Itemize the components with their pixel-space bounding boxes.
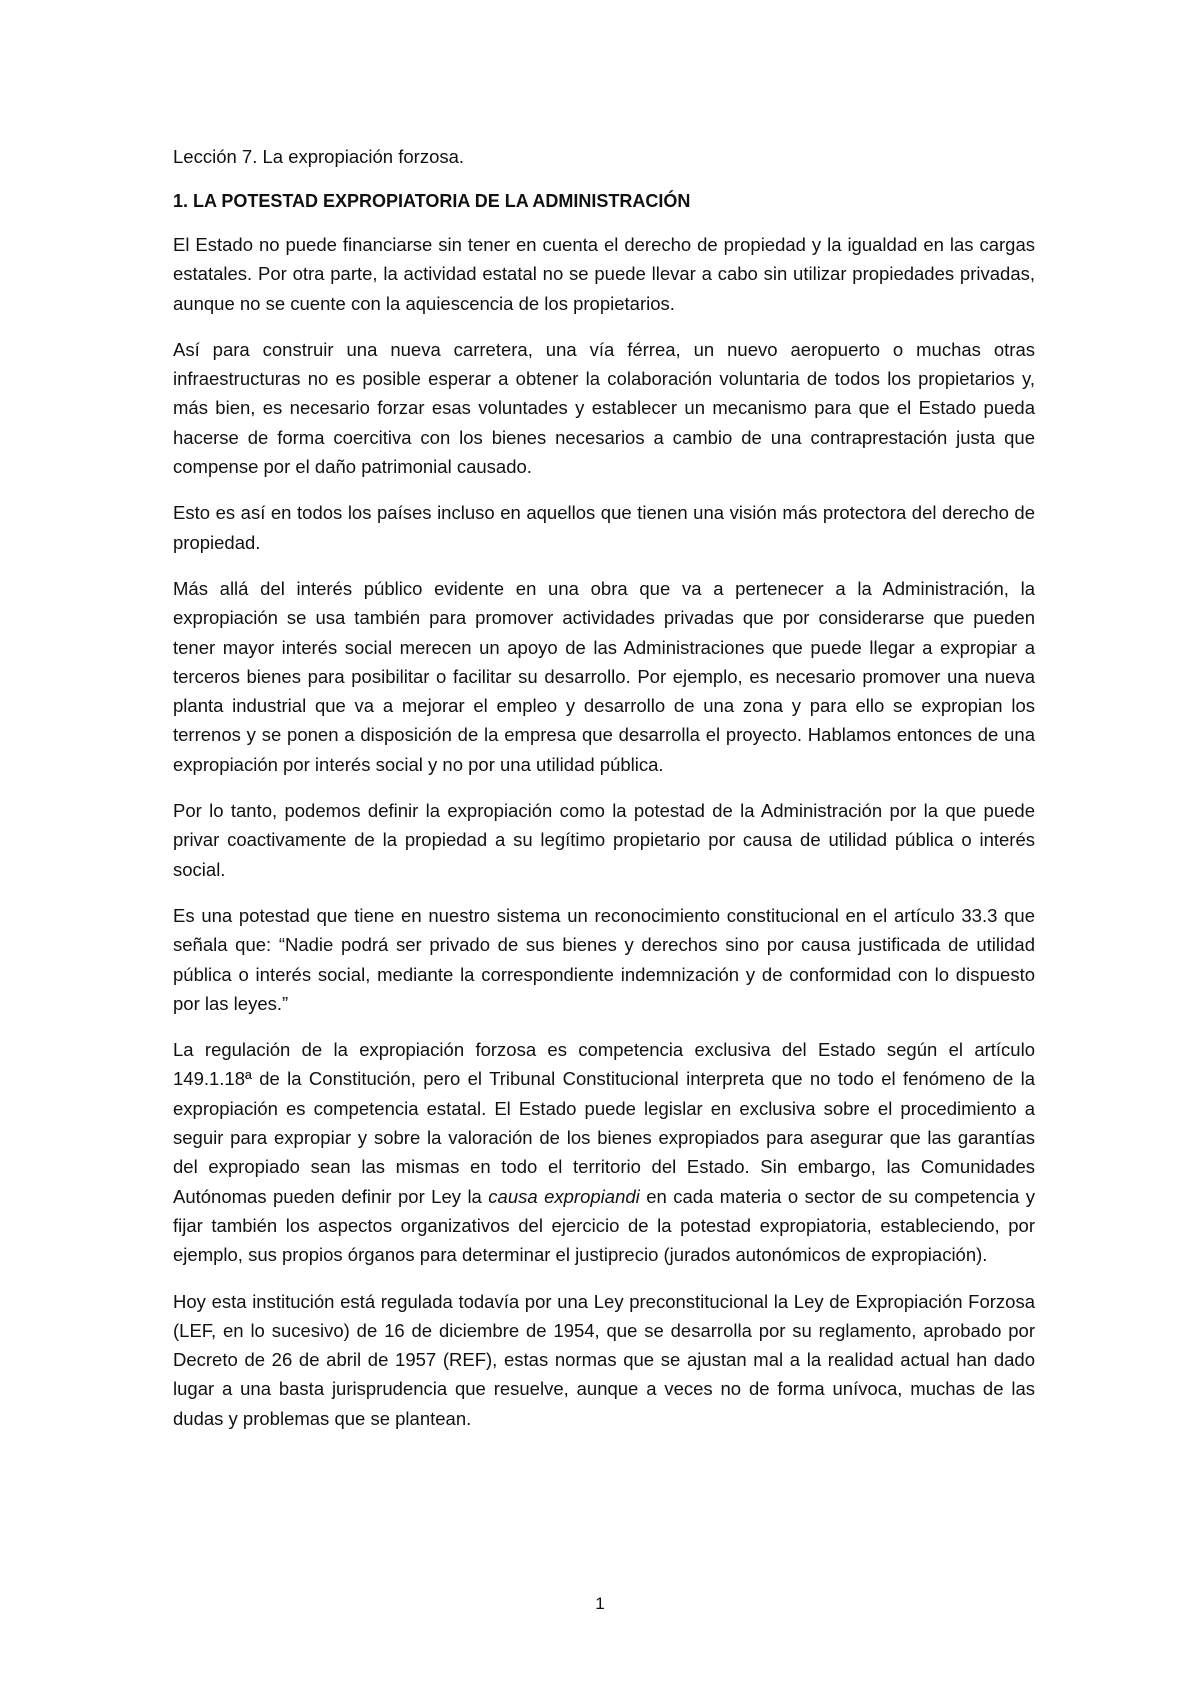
paragraph-4: Más allá del interés público evidente en una obra que va a pertenecer a la Administración, la expropiación se usa también para promover actividades privadas que por considerarse que pueden tener mayor interés social merecen un apoyo de las Administraciones que puede llegar a expropiar a terceros bienes para posibilitar o facilitar su desarrollo. Por ejemplo, es necesario promover una nueva planta industrial que va a mejorar el empleo y desarrollo de una zona y para ello se expropian los terrenos y se ponen a disposición de la empresa que desarrolla el proyecto. Hablamos entonces de una expropiación por interés social y no por una utilidad pública. <box>173 577 1035 775</box>
document-title: Lección 7. La expropiación forzosa. <box>173 146 465 167</box>
section-heading: 1. LA POTESTAD EXPROPIATORIA DE LA ADMINISTRACIÓN <box>173 191 691 211</box>
paragraph-3: Esto es así en todos los países incluso en aquellos que tienen una visión más protectora del derecho de propiedad. <box>173 502 1035 553</box>
paragraph-6: Es una potestad que tiene en nuestro sistema un reconocimiento constitucional en el artículo 33.3 que señala que: “Nadie podrá ser privado de sus bienes y derechos sino por causa justificada de utilidad pública o interés social, mediante la correspondiente indemnización y de conformidad con lo dispuesto por las leyes.” <box>173 904 1035 1014</box>
paragraph-8: Hoy esta institución está regulada todavía por una Ley preconstitucional la Ley de Expropiación Forzosa (LEF, en lo sucesivo) de 16 de diciembre de 1954, que se desarrolla por su reglamento, aprobado por Decreto de 26 de abril de 1957 (REF), estas normas que se ajustan mal a la realidad actual han dado lugar a una basta jurisprudencia que resuelve, aunque a veces no de forma unívoca, muchas de las dudas y problemas que se plantean. <box>173 1290 1035 1429</box>
paragraph-7-text-end: en cada materia o sector de su competencia y fijar también los aspectos organizativos del ejercicio de la potestad expropiatoria, estableciendo, por ejemplo, sus propios órganos para determinar el justiprecio (jurados autonómicos de expropiación). <box>173 1185 1035 1266</box>
page-number: 1 <box>595 1594 605 1613</box>
paragraph-1: El Estado no puede financiarse sin tener en cuenta el derecho de propiedad y la igualdad en las cargas estatales. Por otra parte, la actividad estatal no se puede llevar a cabo sin utilizar propiedades privadas, aunque no se cuente con la aquiescencia de los propietarios. <box>173 234 1035 314</box>
paragraph-2: Así para construir una nueva carretera, una vía férrea, un nuevo aeropuerto o muchas otras infraestructuras no es posible esperar a obtener la colaboración voluntaria de todos los propietarios y, más bien, es necesario forzar esas voluntades y establecer un mecanismo para que el Estado pueda hacerse de forma coercitiva con los bienes necesarios a cambio de una contraprestación justa que compense por el daño patrimonial causado. <box>173 338 1035 478</box>
document-body <box>173 144 1035 1450</box>
paragraph-7-italic-term: causa expropiandi <box>488 1185 640 1207</box>
paragraph-5: Por lo tanto, podemos definir la expropiación como la potestad de la Administración por la que puede privar coactivamente de la propiedad a su legítimo propietario por causa de utilidad pública o interés social. <box>173 800 1035 880</box>
paragraph-7-text-start: La regulación de la expropiación forzosa es competencia exclusiva del Estado según el artículo 149.1.18ª de la Constitución, pero el Tribunal Constitucional interpreta que no todo el fenómeno de la expropiación es competencia estatal. El Estado puede legislar en exclusiva sobre el procedimiento a seguir para expropiar y sobre la valoración de los bienes expropiados para asegurar que las garantías del expropiado sean las mismas en todo el territorio del Estado. Sin embargo, las Comunidades Autónomas pueden definir por Ley la <box>173 1039 1035 1207</box>
paragraph-7 <box>173 1035 1035 1269</box>
